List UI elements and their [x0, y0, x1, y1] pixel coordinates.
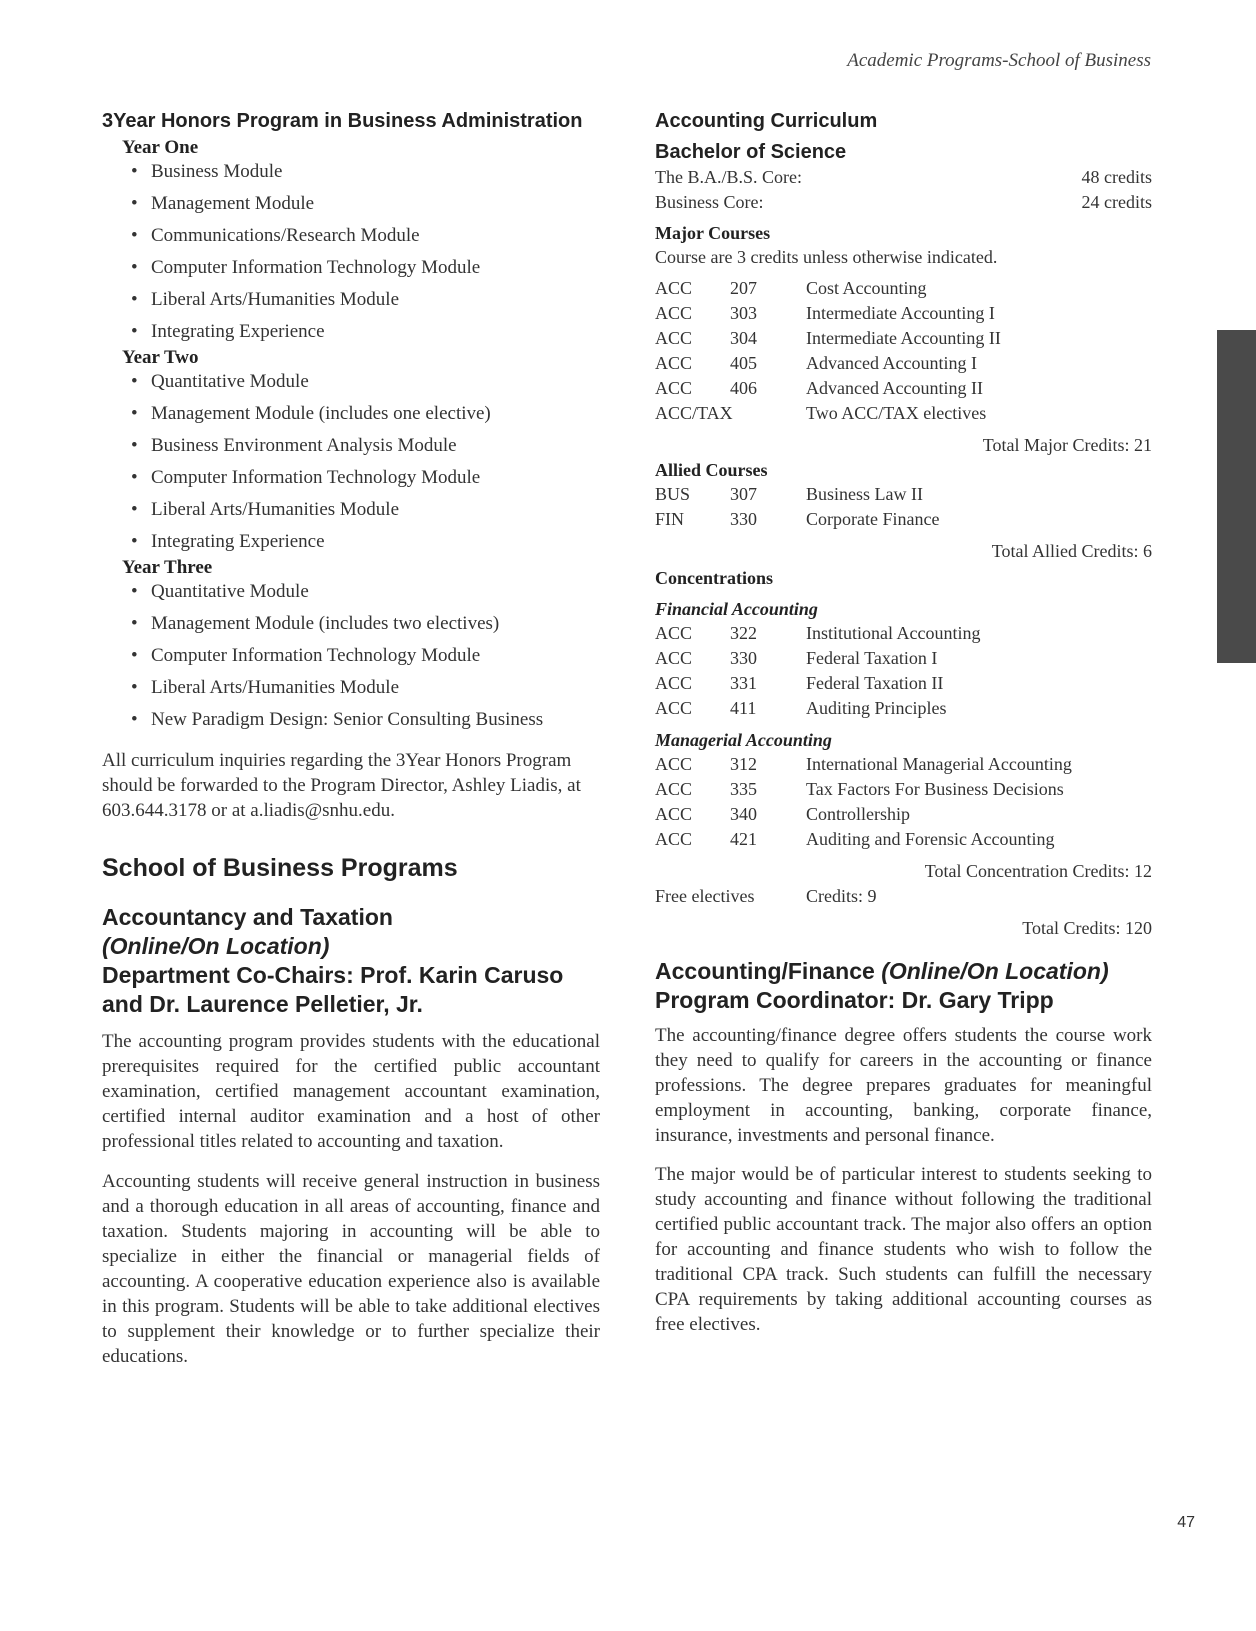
core-row: The B.A./B.S. Core: 48 credits: [655, 167, 1152, 187]
table-row: ACC 335 Tax Factors For Business Decisions: [655, 779, 1064, 799]
accounting-intro-paragraph: The accounting program provides students with the educational prerequisites required for the certified public accountant examination, certified management accountant examination, certified internal auditor examination and a host of other professional titles related to accounting and taxation.: [102, 1031, 600, 1152]
list-item: • Computer Information Technology Module: [131, 257, 481, 278]
left-column: [102, 108, 600, 1369]
dept-chairs-continued: and Dr. Laurence Pelletier, Jr.: [102, 991, 423, 1017]
managerial-accounting-heading: Managerial Accounting: [655, 730, 832, 750]
accounting-finance-heading: [655, 957, 1152, 1015]
bullet-icon: •: [131, 257, 138, 278]
list-item: • Quantitative Module: [131, 371, 309, 392]
running-header: Academic Programs-School of Business: [847, 50, 1151, 71]
list-item: • Communications/Research Module: [131, 225, 420, 246]
total-credits: Total Credits: 120: [1022, 918, 1152, 938]
list-item: • Management Module: [131, 193, 315, 214]
table-row: FIN 330 Corporate Finance: [655, 509, 940, 529]
bullet-icon: •: [131, 677, 138, 698]
table-row: ACC 340 Controllership: [655, 804, 910, 824]
table-row: ACC 421 Auditing and Forensic Accounting: [655, 829, 1055, 849]
list-item: • Integrating Experience: [131, 321, 325, 342]
major-note: Course are 3 credits unless otherwise indicated.: [655, 247, 998, 267]
degree-title: Bachelor of Science: [655, 141, 847, 163]
table-row: ACC 312 International Managerial Accounting: [655, 754, 1072, 774]
bullet-icon: •: [131, 581, 138, 602]
free-electives-row: Free electives Credits: 9: [655, 886, 877, 906]
bullet-icon: •: [131, 435, 138, 456]
financial-accounting-heading: Financial Accounting: [655, 599, 818, 619]
dept-format: (Online/On Location): [102, 933, 330, 959]
year-one-list: [131, 160, 600, 344]
af-intro-paragraph: The accounting/finance degree offers students the course work they need to qualify for careers in the accounting or finance professions. The degree prepares graduates for meaningful employment in accounting, banking, corporate finance, insurance, investments and personal finance.: [655, 1025, 1152, 1146]
allied-courses-heading: Allied Courses: [655, 460, 768, 480]
bullet-icon: •: [131, 531, 138, 552]
total-concentration-credits: Total Concentration Credits: 12: [924, 861, 1152, 881]
honors-inquiry-paragraph: All curriculum inquiries regarding the 3Year Honors Program should be forwarded to the Program Director, Ashley Liadis, at 603.644.3178 or at a.liadis@snhu.edu.: [102, 750, 581, 821]
bullet-icon: •: [131, 613, 138, 634]
list-item: • Liberal Arts/Humanities Module: [131, 677, 400, 698]
bullet-icon: •: [131, 371, 138, 392]
bullet-icon: •: [131, 645, 138, 666]
list-item: • Computer Information Technology Module: [131, 645, 481, 666]
curriculum-title: Accounting Curriculum: [655, 110, 878, 132]
year-two-list: [131, 370, 600, 554]
bullet-icon: •: [131, 225, 138, 246]
bullet-icon: •: [131, 289, 138, 310]
list-item: • Business Module: [131, 161, 283, 182]
table-row: ACC 303 Intermediate Accounting I: [655, 303, 995, 323]
list-item: • New Paradigm Design: Senior Consulting Business: [131, 709, 544, 730]
table-row: ACC/TAX Two ACC/TAX electives: [655, 403, 987, 423]
list-item: • Computer Information Technology Module: [131, 467, 481, 488]
core-row: Business Core: 24 credits: [655, 192, 1152, 212]
year-three-list: [131, 580, 600, 732]
bullet-icon: •: [131, 499, 138, 520]
list-item: • Liberal Arts/Humanities Module: [131, 289, 400, 310]
table-row: ACC 304 Intermediate Accounting II: [655, 328, 1001, 348]
major-courses-heading: Major Courses: [655, 223, 771, 243]
dept-heading: [102, 903, 600, 1019]
bullet-icon: •: [131, 321, 138, 342]
accounting-detail-paragraph: Accounting students will receive general instruction in business and a thorough education in all areas of accounting, finance and taxation. Students majoring in accounting will be able to specialize in either the financial or managerial fields of accounting. A cooperative education experience also is available in this program. Students will be able to take additional electives to supplement their knowledge or to further specialize their educations.: [102, 1171, 600, 1367]
dept-chairs: Department Co-Chairs: Prof. Karin Caruso: [102, 962, 564, 988]
dept-title: Accountancy and Taxation: [102, 904, 393, 930]
total-allied-credits: Total Allied Credits: 6: [991, 541, 1152, 561]
bullet-icon: •: [131, 403, 138, 424]
table-row: ACC 406 Advanced Accounting II: [655, 378, 983, 398]
table-row: ACC 331 Federal Taxation II: [655, 673, 944, 693]
af-title: Accounting/Finance (Online/On Location): [655, 958, 1109, 984]
page-number: 47: [1177, 1514, 1195, 1531]
list-item: • Management Module (includes one elective): [131, 403, 491, 424]
total-major-credits: Total Major Credits: 21: [982, 435, 1152, 455]
year-two-heading: Year Two: [122, 347, 199, 368]
section-tab-marker: [1217, 330, 1256, 663]
right-column: [655, 108, 1152, 1337]
table-row: ACC 405 Advanced Accounting I: [655, 353, 977, 373]
year-three-heading: Year Three: [122, 557, 213, 578]
concentrations-heading: Concentrations: [655, 568, 773, 588]
list-item: • Quantitative Module: [131, 581, 309, 602]
bullet-icon: •: [131, 467, 138, 488]
table-row: ACC 330 Federal Taxation I: [655, 648, 938, 668]
list-item: • Management Module (includes two electives): [131, 613, 500, 634]
bullet-icon: •: [131, 193, 138, 214]
table-row: ACC 411 Auditing Principles: [655, 698, 947, 718]
bullet-icon: •: [131, 161, 138, 182]
table-row: ACC 322 Institutional Accounting: [655, 623, 981, 643]
list-item: • Liberal Arts/Humanities Module: [131, 499, 400, 520]
list-item: • Integrating Experience: [131, 531, 325, 552]
bullet-icon: •: [131, 709, 138, 730]
honors-program-title: 3Year Honors Program in Business Administration: [102, 110, 583, 132]
af-detail-paragraph: The major would be of particular interest to students seeking to study accounting and finance without following the traditional certified public accountant track. The major also offers an option for accounting and finance students who wish to follow the traditional CPA track. Such students can fulfill the necessary CPA requirements by taking additional accounting courses as free electives.: [655, 1164, 1152, 1335]
table-row: ACC 207 Cost Accounting: [655, 278, 927, 298]
year-one-heading: Year One: [122, 137, 199, 158]
af-coordinator: Program Coordinator: Dr. Gary Tripp: [655, 987, 1054, 1013]
table-row: BUS 307 Business Law II: [655, 484, 923, 504]
section-title: School of Business Programs: [102, 854, 458, 882]
list-item: • Business Environment Analysis Module: [131, 435, 457, 456]
